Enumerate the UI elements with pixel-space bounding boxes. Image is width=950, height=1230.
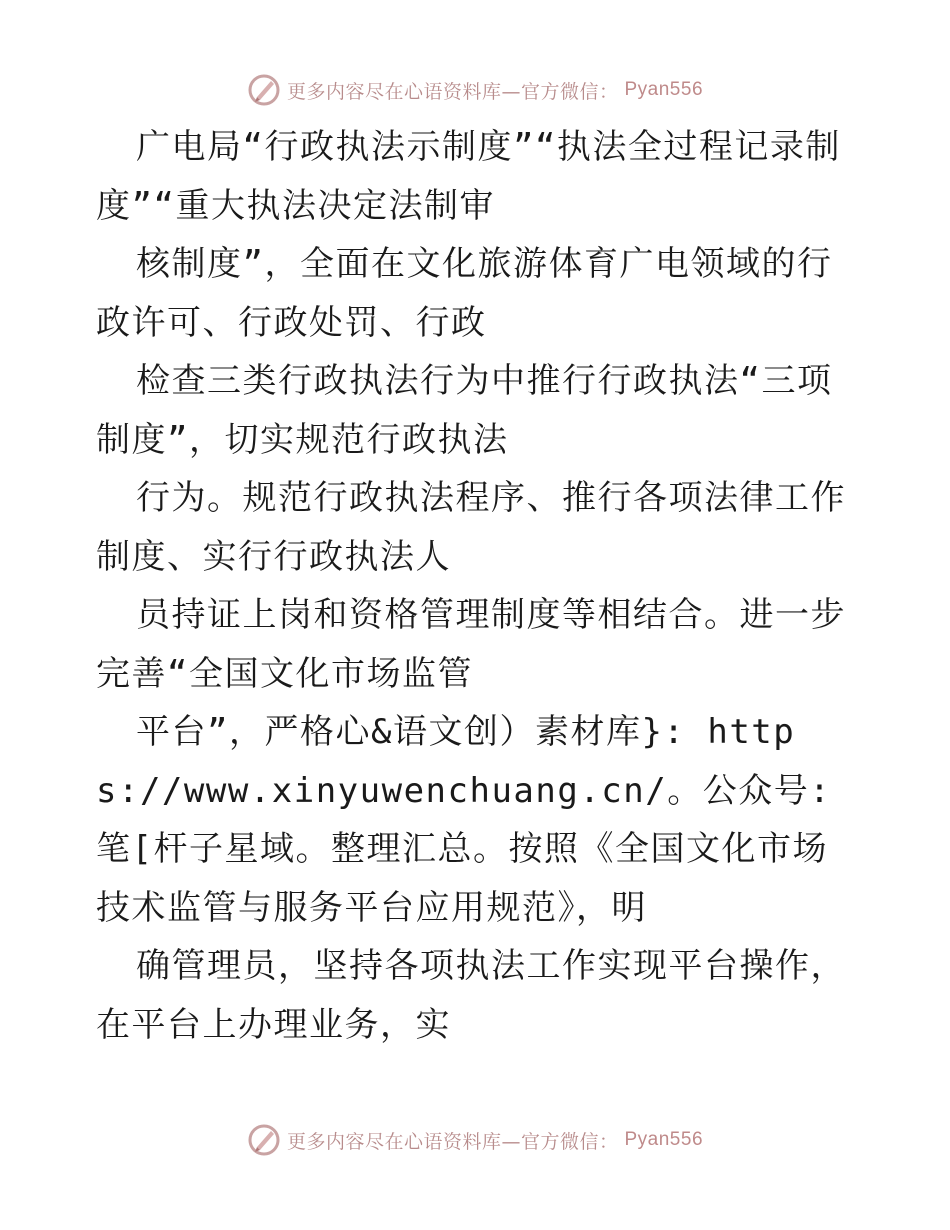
pen-logo-icon [247, 1123, 281, 1157]
watermark-text: 更多内容尽在心语资料库—官方微信： [286, 80, 619, 103]
paragraph-4: 行为。规范行政执法程序、推行各项法律工作制度、实行行政执法人 [96, 478, 846, 577]
pen-logo-icon [247, 73, 281, 107]
watermark-text: 更多内容尽在心语资料库—官方微信： [286, 1130, 619, 1153]
paragraph-3: 检查三类行政执法行为中推行行政执法“三项制度”，切实规范行政执法 [96, 361, 833, 460]
paragraph-5: 员持证上岗和资格管理制度等相结合。进一步完善“全国文化市场监管 [96, 595, 846, 694]
header-watermark [0, 70, 950, 110]
footer-watermark [0, 1120, 950, 1160]
watermark-handle: Pyan556 [624, 1129, 704, 1150]
paragraph-1: 广电局“行政执法示制度”“执法全过程记录制度”“重大执法决定法制审 [96, 127, 841, 226]
paragraph-7: 确管理员，坚持各项执法工作实现平台操作，在平台上办理业务，实 [96, 946, 846, 1045]
paragraph-6: 平台”，严格心&语文创）素材库}: https://www.xinyuwenchuang.cn/。公众号: 笔[杆子星域。整理汇总。按照《全国文化市场技术监管与服务平台应用规范》，明 [96, 712, 832, 928]
watermark-handle: Pyan556 [624, 79, 704, 100]
body-text [96, 118, 856, 1054]
paragraph-2: 核制度”，全面在文化旅游体育广电领域的行政许可、行政处罚、行政 [96, 244, 833, 343]
